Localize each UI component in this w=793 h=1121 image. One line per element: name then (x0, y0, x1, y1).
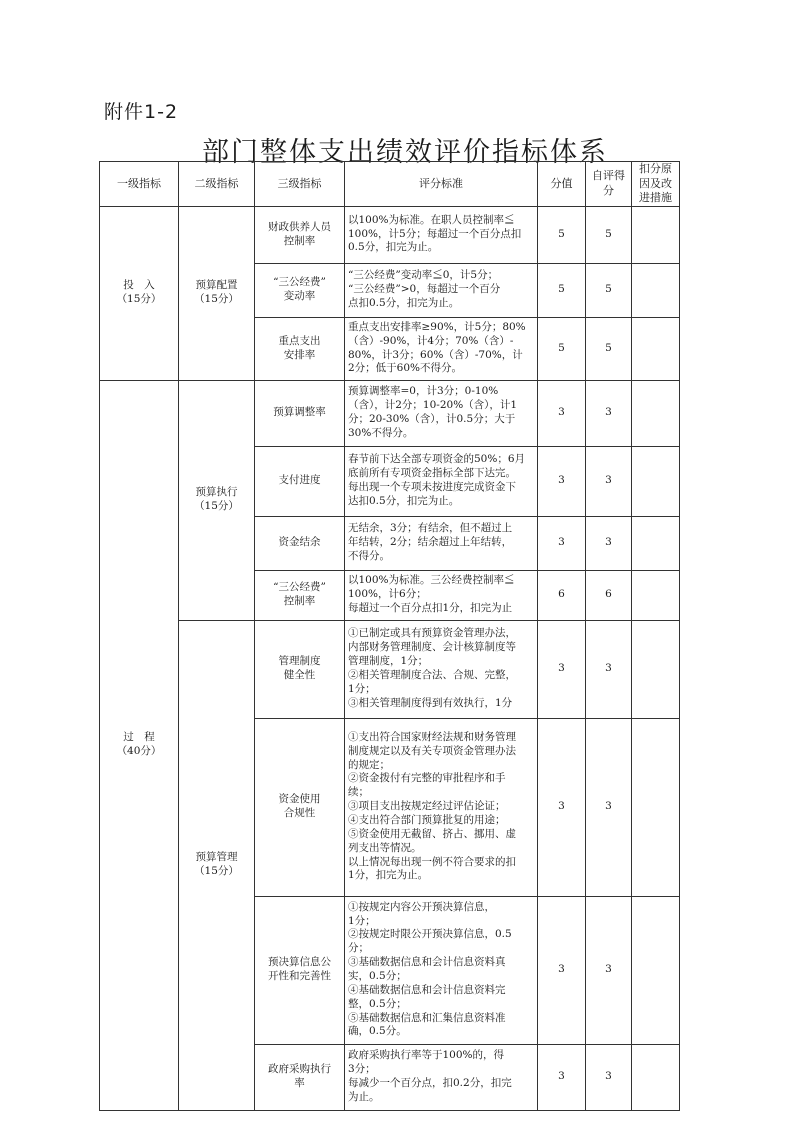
level3-cell: 资金使用 合规性 (255, 718, 345, 896)
remarks-cell (632, 206, 680, 263)
level3-cell: 政府采购执行 率 (255, 1044, 345, 1110)
level2-score: （15分） (194, 865, 239, 878)
remarks-cell (632, 263, 680, 317)
header-self-score: 自评得分 (586, 162, 632, 207)
level2-score: （15分） (194, 500, 239, 513)
remarks-cell (632, 516, 680, 570)
header-level1: 一级指标 (100, 162, 179, 207)
remarks-cell (632, 896, 680, 1044)
score-cell: 3 (538, 718, 586, 896)
self-score-cell: 6 (586, 570, 632, 620)
level1-cell (100, 206, 179, 380)
self-score-cell: 3 (586, 446, 632, 516)
header-remarks: 扣分原因及改进措施 (632, 162, 680, 207)
criteria-cell: ①支出符合国家财经法规和财务管理 制度规定以及有关专项资金管理办法 的规定； ②资金拨付有完整的审批程序和手 续； ③项目支出按规定经过评估论证； ④支出符合部门预算批复的用途； ⑤资金使用无截留、挤占、挪用、虚 列支出等情况。 以上情况每出现一例不符合要求的扣 1分，扣完为止。 (345, 718, 538, 896)
self-score-cell: 3 (586, 380, 632, 446)
score-cell: 5 (538, 206, 586, 263)
criteria-cell: “三公经费”变动率≦0，计5分； “三公经费”>0，每超过一个百分 点扣0.5分，扣完为止。 (345, 263, 538, 317)
self-score-cell: 3 (586, 896, 632, 1044)
level1-name: 投 入 (123, 279, 155, 292)
self-score-cell: 3 (586, 620, 632, 718)
criteria-cell: ①按规定内容公开预决算信息， 1分； ②按规定时限公开预决算信息，0.5 分； ③基础数据信息和会计信息资料真 实，0.5分； ④基础数据信息和会计信息资料完 整，0.5分； ⑤基础数据信息和汇集信息资料准 确，0.5分。 (345, 896, 538, 1044)
score-cell: 5 (538, 317, 586, 380)
header-criteria: 评分标准 (345, 162, 538, 207)
criteria-cell: 以100%为标准。在职人员控制率≦ 100%，计5分；每超过一个百分点扣 0.5分，扣完为止。 (345, 206, 538, 263)
score-cell: 3 (538, 620, 586, 718)
remarks-cell (632, 1044, 680, 1110)
score-cell: 3 (538, 896, 586, 1044)
score-cell: 3 (538, 1044, 586, 1110)
attachment-label: 附件1-2 (104, 101, 179, 123)
remarks-cell (632, 446, 680, 516)
table-row (100, 206, 680, 263)
header-level3: 三级指标 (255, 162, 345, 207)
level3-cell: 资金结余 (255, 516, 345, 570)
remarks-cell (632, 620, 680, 718)
table-row (100, 380, 680, 446)
table-row (100, 620, 680, 718)
criteria-cell: ①已制定或具有预算资金管理办法， 内部财务管理制度、会计核算制度等 管理制度，1分； ②相关管理制度合法、合规、完整， 1分； ③相关管理制度得到有效执行，1分 (345, 620, 538, 718)
self-score-cell: 5 (586, 263, 632, 317)
level3-cell: 预算调整率 (255, 380, 345, 446)
self-score-cell: 3 (586, 516, 632, 570)
criteria-cell: 预算调整率=0，计3分；0-10% （含），计2分；10-20%（含），计1 分；20-30%（含），计0.5分；大于 30%不得分。 (345, 380, 538, 446)
self-score-cell: 5 (586, 317, 632, 380)
level3-cell: 支付进度 (255, 446, 345, 516)
score-cell: 3 (538, 380, 586, 446)
header-score: 分值 (538, 162, 586, 207)
remarks-cell (632, 570, 680, 620)
level2-name: 预算执行 (195, 486, 238, 499)
level3-cell: 重点支出 安排率 (255, 317, 345, 380)
level2-cell (179, 380, 255, 620)
table-header-row (100, 162, 680, 207)
level2-name: 预算配置 (195, 279, 238, 292)
level1-score: （40分） (116, 745, 162, 758)
self-score-cell: 5 (586, 206, 632, 263)
header-level2: 二级指标 (179, 162, 255, 207)
level2-cell (179, 620, 255, 1110)
indicator-table (99, 161, 680, 1111)
self-score-cell: 3 (586, 1044, 632, 1110)
criteria-cell: 以100%为标准。三公经费控制率≦ 100%，计6分； 每超过一个百分点扣1分，扣完为止 (345, 570, 538, 620)
level3-cell: 预决算信息公 开性和完善性 (255, 896, 345, 1044)
criteria-cell: 政府采购执行率等于100%的，得 3分； 每减少一个百分点，扣0.2分，扣完 为止。 (345, 1044, 538, 1110)
score-cell: 5 (538, 263, 586, 317)
level3-cell: “三公经费” 控制率 (255, 570, 345, 620)
criteria-cell: 春节前下达全部专项资金的50%；6月 底前所有专项资金指标全部下达完。 每出现一个专项未按进度完成资金下 达扣0.5分，扣完为止。 (345, 446, 538, 516)
score-cell: 3 (538, 446, 586, 516)
remarks-cell (632, 380, 680, 446)
level2-score: （15分） (194, 293, 239, 306)
document-title: 部门整体支出绩效评价指标体系 (202, 137, 608, 168)
level1-cell (100, 380, 179, 1110)
score-cell: 6 (538, 570, 586, 620)
self-score-cell: 3 (586, 718, 632, 896)
level2-cell (179, 206, 255, 380)
level3-cell: “三公经费” 变动率 (255, 263, 345, 317)
criteria-cell: 重点支出安排率≥90%，计5分；80% （含）-90%，计4分；70%（含）- 80%，计3分；60%（含）-70%，计 2分；低于60%不得分。 (345, 317, 538, 380)
score-cell: 3 (538, 516, 586, 570)
level1-name: 过 程 (123, 731, 155, 744)
remarks-cell (632, 317, 680, 380)
level3-cell: 管理制度 健全性 (255, 620, 345, 718)
remarks-cell (632, 718, 680, 896)
criteria-cell: 无结余，3分；有结余，但不超过上 年结转，2分；结余超过上年结转， 不得分。 (345, 516, 538, 570)
level1-score: （15分） (116, 293, 162, 306)
level3-cell: 财政供养人员 控制率 (255, 206, 345, 263)
level2-name: 预算管理 (195, 851, 238, 864)
